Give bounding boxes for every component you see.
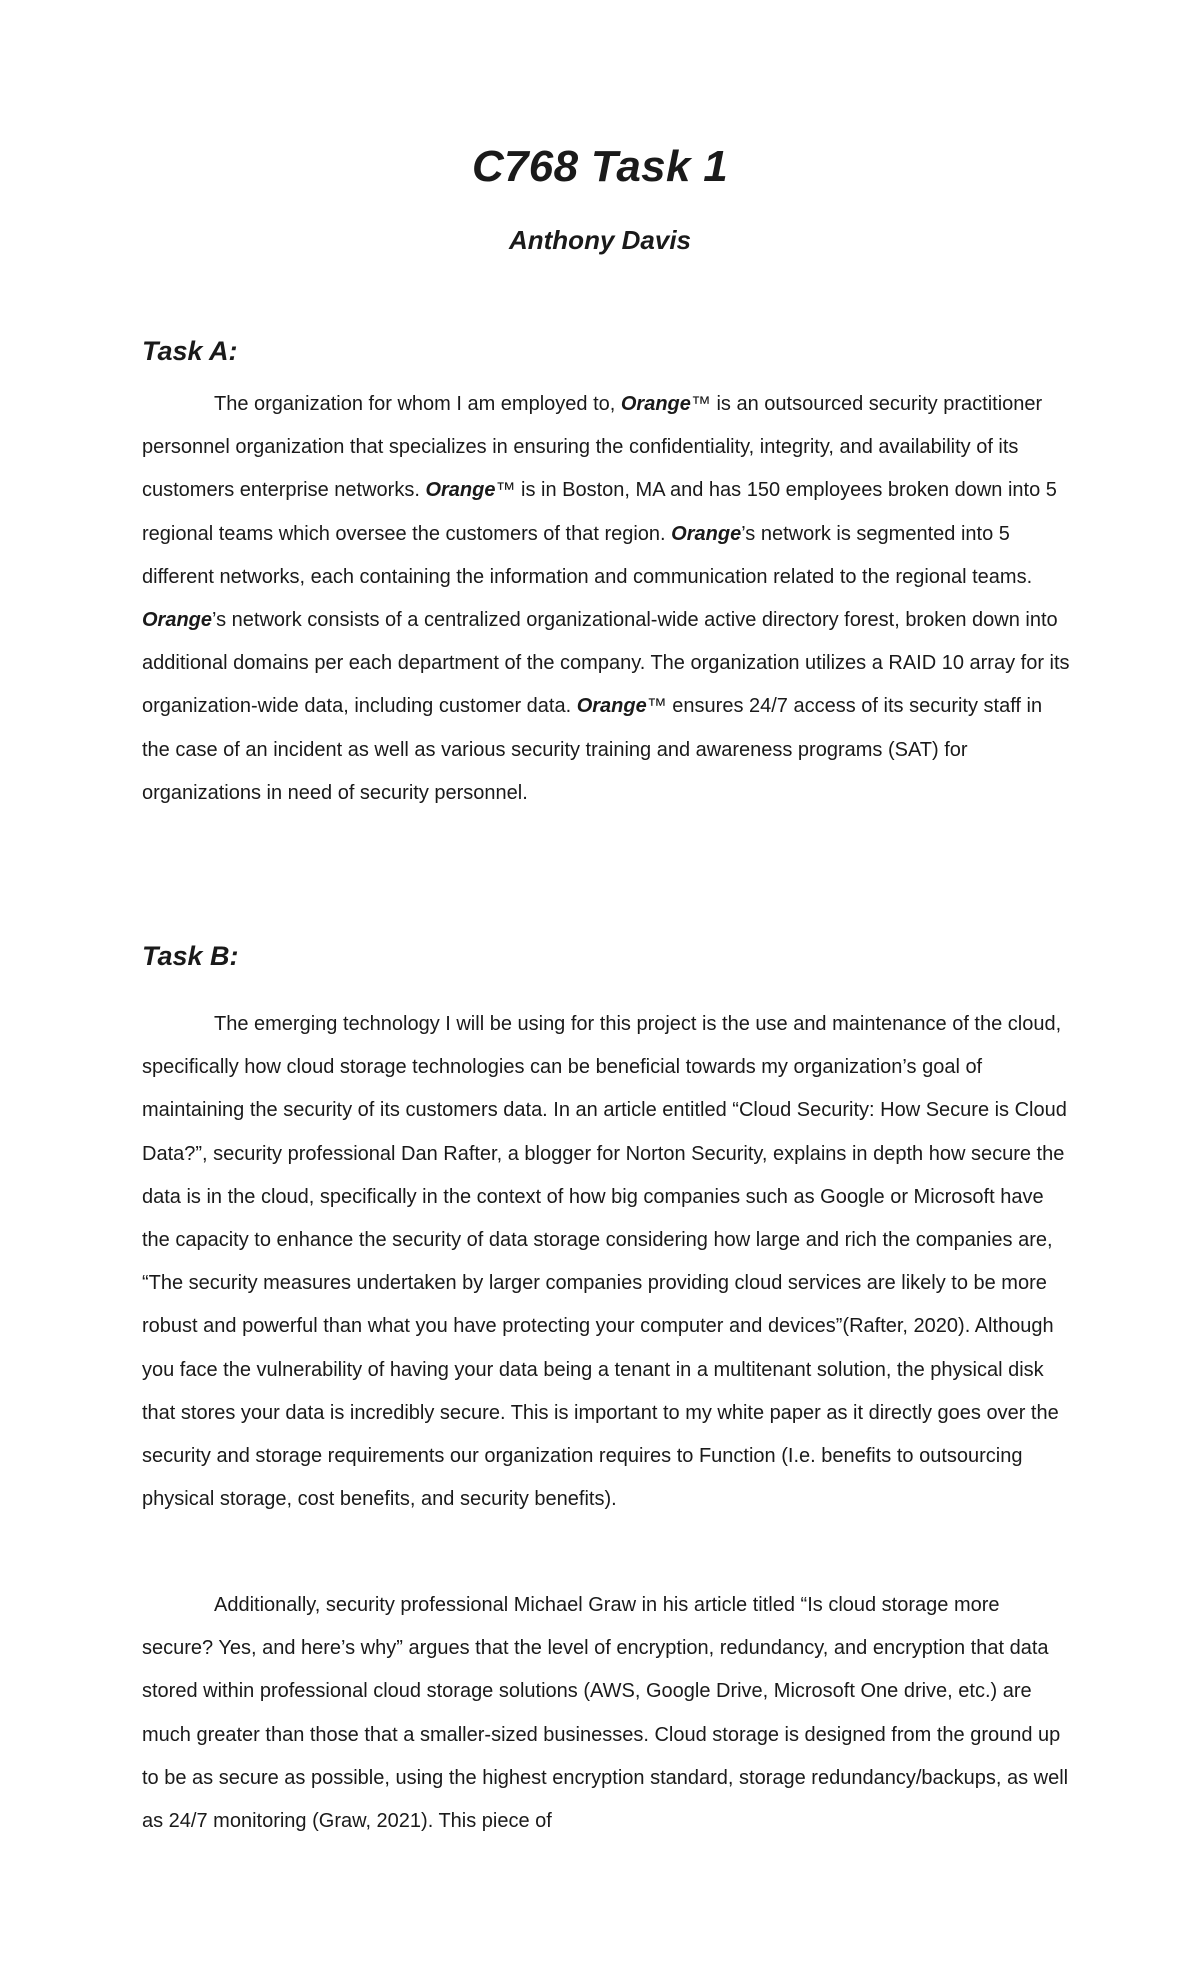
brand-name: Orange bbox=[620, 393, 691, 415]
brand-name: Orange bbox=[142, 609, 213, 632]
text-span: The organization for whom I am employed to, bbox=[214, 393, 621, 415]
document-author: Anthony Davis bbox=[508, 225, 692, 255]
task-b-paragraph-2: Additionally, security professional Michael Graw in his article titled “Is cloud storage more secure? Yes, and here’s why” argues that the level of encryption, redundancy, and encryption that data stored within professional cloud storage solutions (AWS, Google Drive, Microsoft One drive, etc.) are much greater than those that a smaller-sized businesses. Cloud storage is designed from the ground up to be as secure as possible, using the highest encryption standard, storage redundancy/backups, as well as 24/7 monitoring (Graw, 2021). This piece of bbox=[142, 1594, 1069, 1833]
text-span: ™ is in Boston, MA and has 150 employees broken down into 5 regional teams which oversee the customers of that region. bbox=[142, 479, 1057, 545]
document-title: C768 Task 1 bbox=[471, 142, 729, 191]
brand-name: Orange bbox=[576, 695, 647, 718]
brand-name: Orange bbox=[671, 522, 742, 545]
task-b-heading: Task B: bbox=[142, 941, 239, 971]
text-span: ’s network consists of a centralized organizational-wide active directory forest, broken down into additional domains per each department of the company. The organization utilizes a RAID 10 array for its organization-wide data, including customer data. bbox=[142, 609, 1070, 718]
task-a-paragraph bbox=[142, 383, 1070, 815]
text-span: ™ is an outsourced security practitioner personnel organization that specializes in ensuring the confidentiality, integrity, and availability of its customers enterprise networks. bbox=[142, 393, 1043, 502]
task-a-heading: Task A: bbox=[142, 336, 238, 366]
brand-name: Orange bbox=[425, 479, 496, 502]
task-b-paragraph-1: The emerging technology I will be using for this project is the use and maintenance of the cloud, specifically how cloud storage technologies can be beneficial towards my organization’s goal of maintaining the security of its customers data. In an article entitled “Cloud Security: How Secure is Cloud Data?”, security professional Dan Rafter, a blogger for Norton Security, explains in depth how secure the data is in the cloud, specifically in the context of how big companies such as Google or Microsoft have the capacity to enhance the security of data storage considering how large and rich the companies are, “The security measures undertaken by larger companies providing cloud services are likely to be more robust and powerful than what you have protecting your computer and devices”(Rafter, 2020). Although you face the vulnerability of having your data being a tenant in a multitenant solution, the physical disk that stores your data is incredibly secure. This is important to my white paper as it directly goes over the security and storage requirements our organization requires to Function (I.e. benefits to outsourcing physical storage, cost benefits, and security benefits). bbox=[142, 1013, 1067, 1511]
text-span: ’s network is segmented into 5 different networks, each containing the information and communication related to the regional teams. bbox=[142, 522, 1033, 588]
text-span: ™ ensures 24/7 access of its security staff in the case of an incident as well as various security training and awareness programs (SAT) for organizations in need of security personnel. bbox=[142, 695, 1043, 804]
